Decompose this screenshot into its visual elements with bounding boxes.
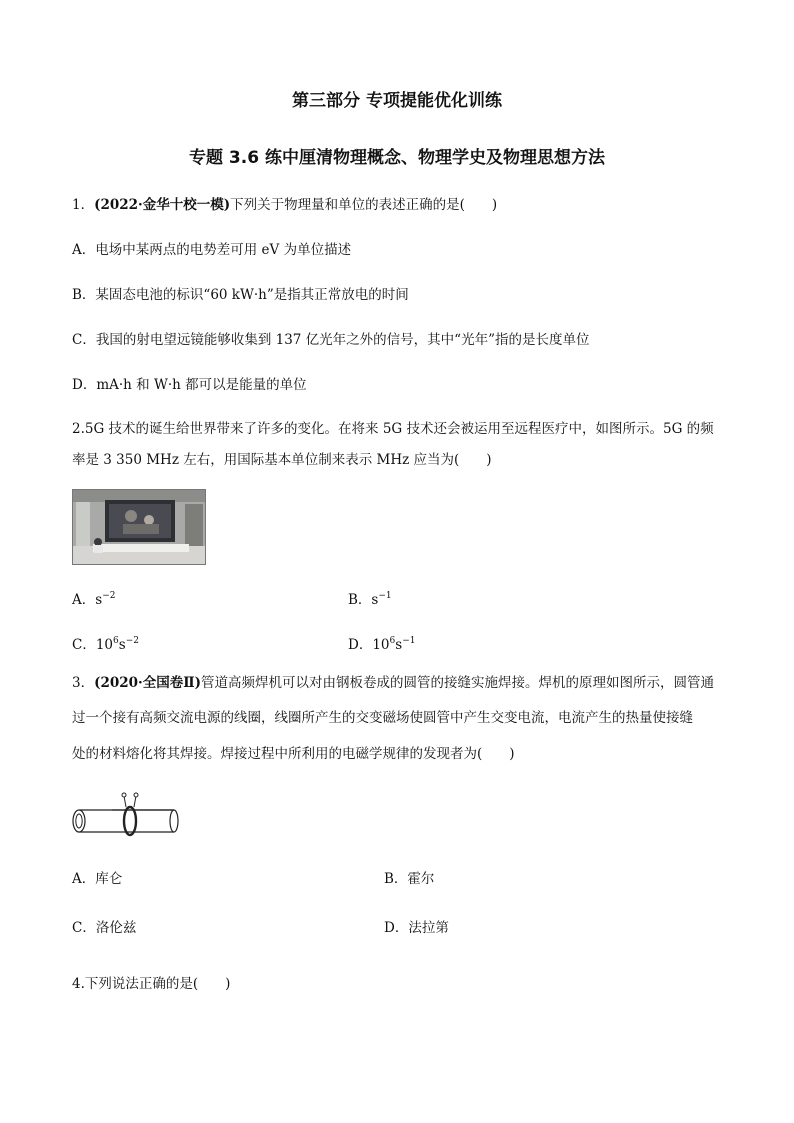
- q1-option-c: C．我国的射电望远镜能够收集到 137 亿光年之外的信号，其中“光年”指的是长度单位: [72, 332, 590, 348]
- question-source: (2022·金华十校一模): [94, 197, 231, 213]
- question-number: 1．: [72, 197, 95, 213]
- q2-option-c: C．$10^6s^{-2}$: [72, 635, 139, 653]
- question-2-line-1: 2.5G 技术的诞生给世界带来了许多的变化。在将来 5G 技术还会被运用至远程医疗中，如图所示。5G 的频: [72, 421, 714, 437]
- question-3-line-2: 过一个接有高频交流电源的线圈，线圈所产生的交变磁场使圆管中产生交变电流，电流产生的热量使接缝: [72, 710, 693, 726]
- question-source: (2020·全国卷Ⅱ): [94, 675, 202, 691]
- question-number: 3．: [72, 675, 95, 691]
- q2-option-a: A．$s^{-2}$: [72, 590, 116, 608]
- q1-option-d: D．mA·h 和 W·h 都可以是能量的单位: [72, 377, 307, 393]
- question-text: 下列关于物理量和单位的表述正确的是( ): [230, 197, 498, 213]
- question-4-stem: 4.下列说法正确的是( ): [72, 976, 231, 992]
- q2-option-b: B．$s^{-1}$: [348, 590, 392, 608]
- welding-pipe-diagram: [70, 790, 182, 840]
- q3-option-c: C．洛伦兹: [72, 920, 137, 936]
- q3-option-d: D．法拉第: [384, 920, 449, 936]
- telemedicine-photo: [72, 489, 206, 565]
- topic-title: 专题 3.6 练中厘清物理概念、物理学史及物理思想方法: [189, 148, 605, 168]
- question-1-stem: [72, 193, 497, 213]
- part-title: 第三部分 专项提能优化训练: [292, 91, 502, 111]
- q1-option-b: B．某固态电池的标识“60 kW·h”是指其正常放电的时间: [72, 287, 409, 303]
- q3-option-a: A．库仑: [72, 871, 123, 887]
- q3-option-b: B．霍尔: [384, 871, 435, 887]
- q1-option-a: A．电场中某两点的电势差可用 eV 为单位描述: [72, 242, 352, 258]
- question-2-line-2: 率是 3 350 MHz 左右，用国际基本单位制来表示 MHz 应当为( ): [72, 452, 492, 468]
- question-3-line-1: 3．(2020·全国卷Ⅱ)管道高频焊机可以对由钢板卷成的圆管的接缝实施焊接。焊机的原理如图所示，圆管通: [72, 675, 715, 691]
- q2-option-d: D．$10^6s^{-1}$: [348, 635, 416, 653]
- question-3-line-3: 处的材料熔化将其焊接。焊接过程中所利用的电磁学规律的发现者为( ): [72, 746, 515, 762]
